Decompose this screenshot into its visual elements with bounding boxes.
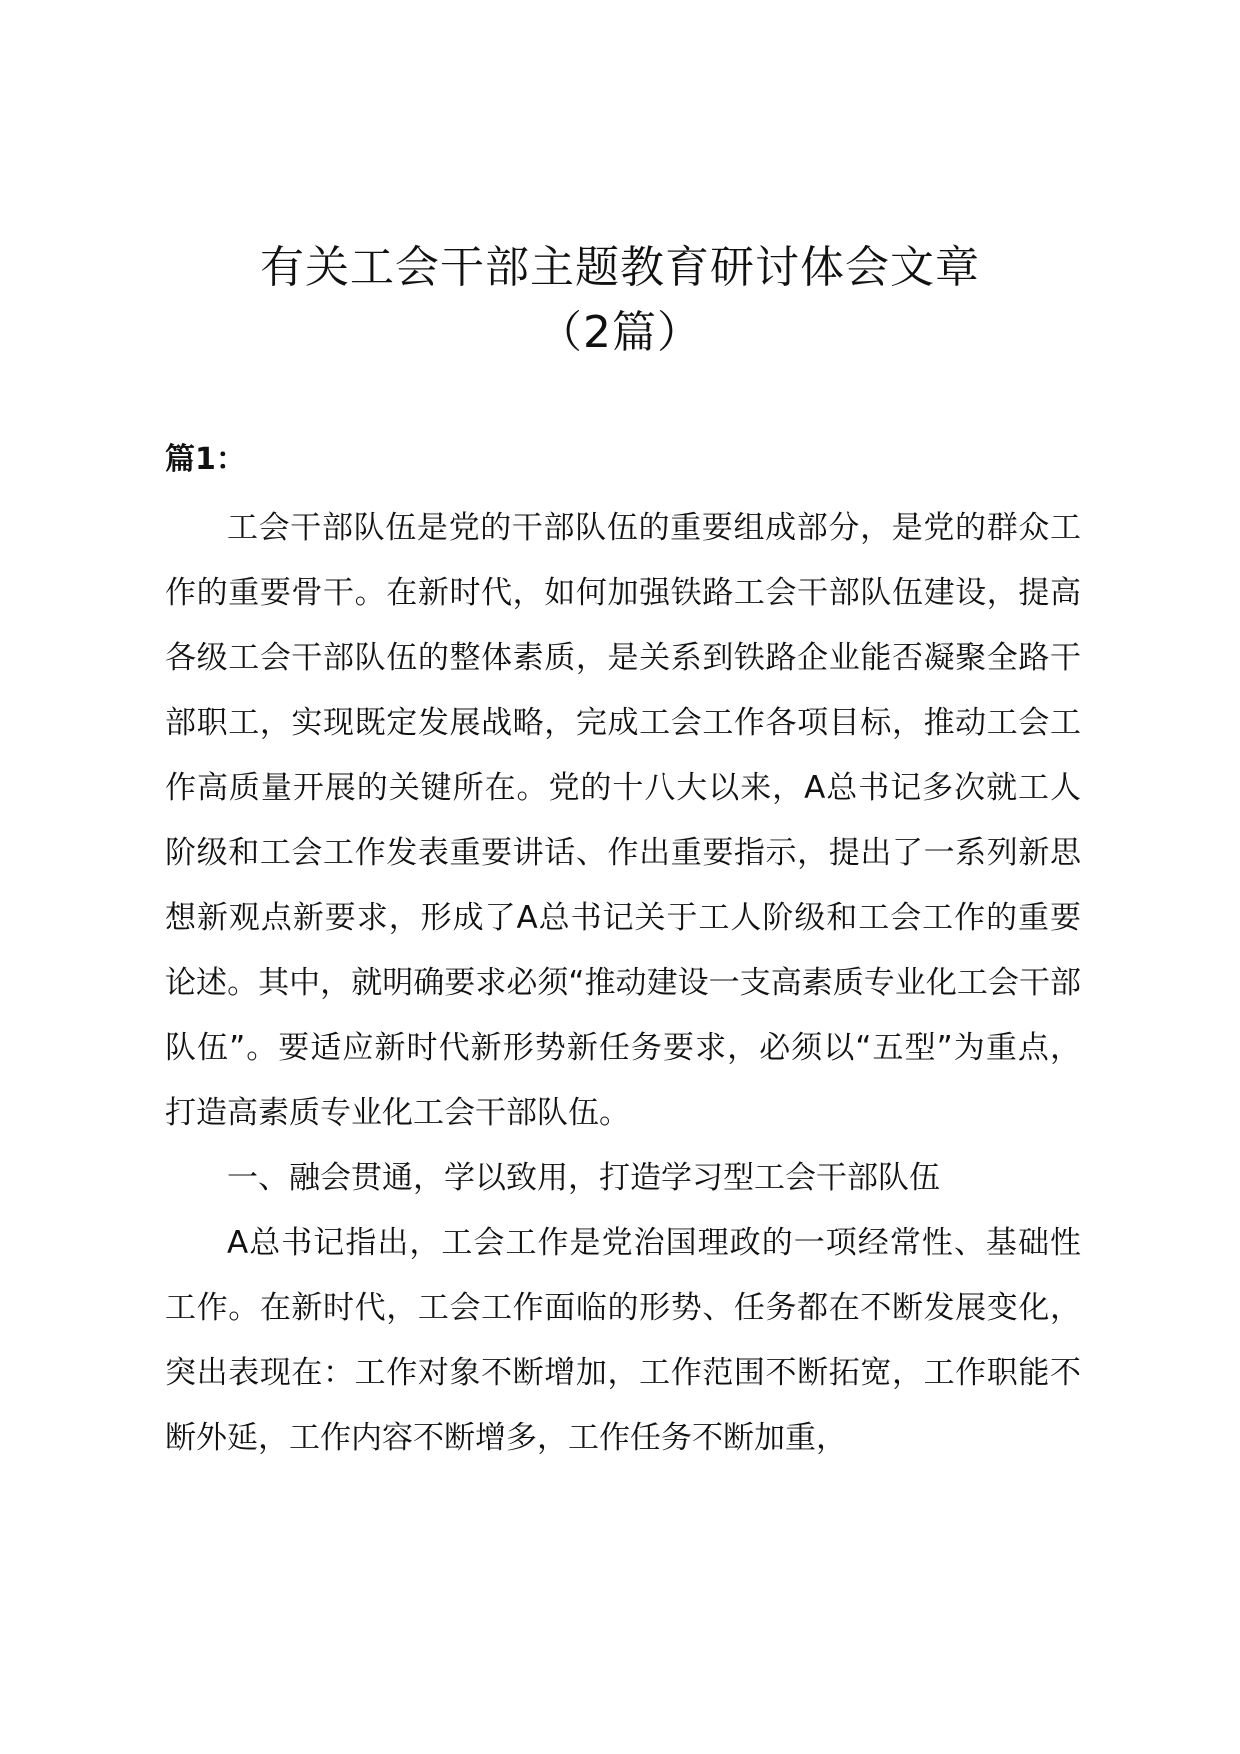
- paragraph-section-1: A总书记指出，工会工作是党治国理政的一项经常性、基础性工作。在新时代，工会工作面临的形势、任务都在不断发展变化，突出表现在：工作对象不断增加，工作范围不断拓宽，工作职能不断外延，工作内容不断增多，工作任务不断加重，: [165, 1225, 1081, 1456]
- section-label: 篇1：: [165, 442, 246, 477]
- document-subtitle: （2篇）: [538, 307, 702, 358]
- section-heading-1: 一、融会贯通，学以致用，打造学习型工会干部队伍: [227, 1160, 940, 1196]
- paragraph-intro: 工会干部队伍是党的干部队伍的重要组成部分，是党的群众工作的重要骨干。在新时代，如何加强铁路工会干部队伍建设，提高各级工会干部队伍的整体素质，是关系到铁路企业能否凝聚全路干部职工，实现既定发展战略，完成工会工作各项目标，推动工会工作高质量开展的关键所在。党的十八大以来，A总书记多次就工人阶级和工会工作发表重要讲话、作出重要指示，提出了一系列新思想新观点新要求，形成了A总书记关于工人阶级和工会工作的重要论述。其中，就明确要求必须“推动建设一支高素质专业化工会干部队伍”。要适应新时代新形势新任务要求，必须以“五型”为重点，打造高素质专业化工会干部队伍。: [165, 510, 1081, 1131]
- document-body: [165, 496, 1081, 1471]
- document-title: 有关工会干部主题教育研讨体会文章: [260, 242, 980, 293]
